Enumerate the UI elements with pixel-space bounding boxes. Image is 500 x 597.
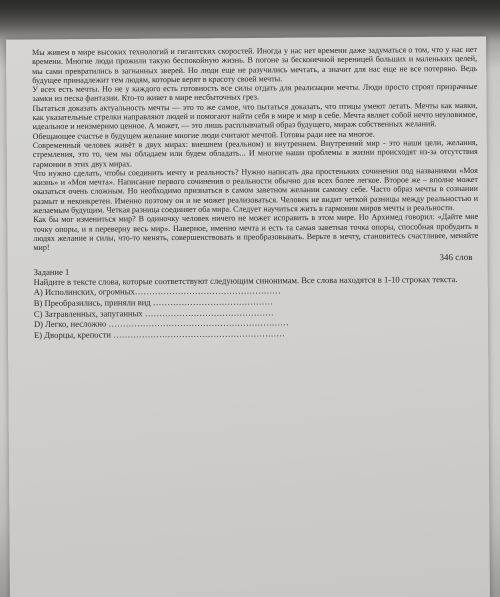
task-option-d: D) Легко, несложно ……………………………………………………… [33,317,289,330]
task-instruction: Найдите в тексте слова, которые соответствуют следующим синонимам. Все слова находятся в 1-10 строках текста. [33,273,458,287]
paragraph-3: Пытаться доказать актуальность мечты — это то же самое, что пытаться доказать, что птицы умеют летать. Мечты как маяки, как указательные стрелки направляют людей и помогают найти себя в мире и мир в себе. Мечта являет собой нечто неуловимое, идеальное и неизмеримо ценное. А может, — это лишь расплывчатый образ будущего, мираж собственных желаний. [32,100,478,132]
task-option-a: A) Исполинских, огромных…………………………………………… [33,285,281,298]
task-option-b: B) Преобразились, приняли вид …………………………………… [33,296,274,308]
paragraph-4: Обещающее счастье в будущем желание многие люди считают мечтой. Готовы ради нее на многое. [32,129,375,141]
task-title: Задание 1 [33,266,70,277]
paragraph-2: У всех есть мечты. Но не у каждого есть готовность все силы отдать для реализации мечты. Люди просто строят призрачные замки из песка фантазии. Кто-то живет в мире несбыточных грез. [32,82,478,104]
paragraph-1: Мы живем в мире высоких технологий и гигантских скоростей. Иногда у нас нет времени даже задуматься о том, что у нас нет времени. Многие люди прожили такую беспокойную жизнь. В погоне за бесконечной вереницей больших и маленьких целей, мы сами превратились в загнанных зверей. Но люди еще не разучились мечтать, а значит для нас еще не все потеряно. Ведь будущее принадлежит тем людям, которые верят в красоту своей мечты. [32,44,478,85]
document-body [32,45,479,340]
paragraph-7: Как бы мог измениться мир? В одиночку человек ничего не может исправить в этом мире. Но Архимед говорил: «Дайте мне точку опоры, и я переверну весь мир». Наверное, именно мечта и есть та самая заветная точка опоры, способная пробудить в людях желание и силы, что-то менять, совершенствовать и преобразовывать. Верьте в мечту, становитесь счастливее, меняйте мир! [33,212,479,253]
task-options [34,284,479,340]
task-section [34,263,480,340]
task-option-e: E) Дворцы, крепости …………………………………………………… [33,327,286,340]
top-shadow [0,0,500,40]
word-count: 346 слов [439,251,473,262]
paragraph-5: Современный человек живёт в двух мирах: внешнем (реальном) и внутреннем. Внутренний мир - это наши цели, желания, стремления, это то, чем мы обладаем или будем обладать... И многие наши проблемы в жизни происходят из-за отсутствия гармонии в этих двух мирах. [32,137,478,169]
task-option-c: C) Затравленных, запуганных ……………………………………… [33,306,274,319]
paragraph-6: Что нужно сделать, чтобы соединить мечту и реальность? Нужно написать два простеньких сочинения под названиями «Моя жизнь» и «Моя мечта». Написание первого сочинения о реальности обычно для всех более легкое. Второе же – вполне может оказаться очень сложным. Но необходимо признаться в самом заветном желании самому себе. Часто образ мечты в сознании размыт и неконкретен. Именно поэтому он и не может реализоваться. Человек не видит четкой разницы между реальностью и желаемым будущим. Четкая разница соединяет оба мира. Следует научиться жить в гармонии миров мечты и реальности. [32,165,479,216]
